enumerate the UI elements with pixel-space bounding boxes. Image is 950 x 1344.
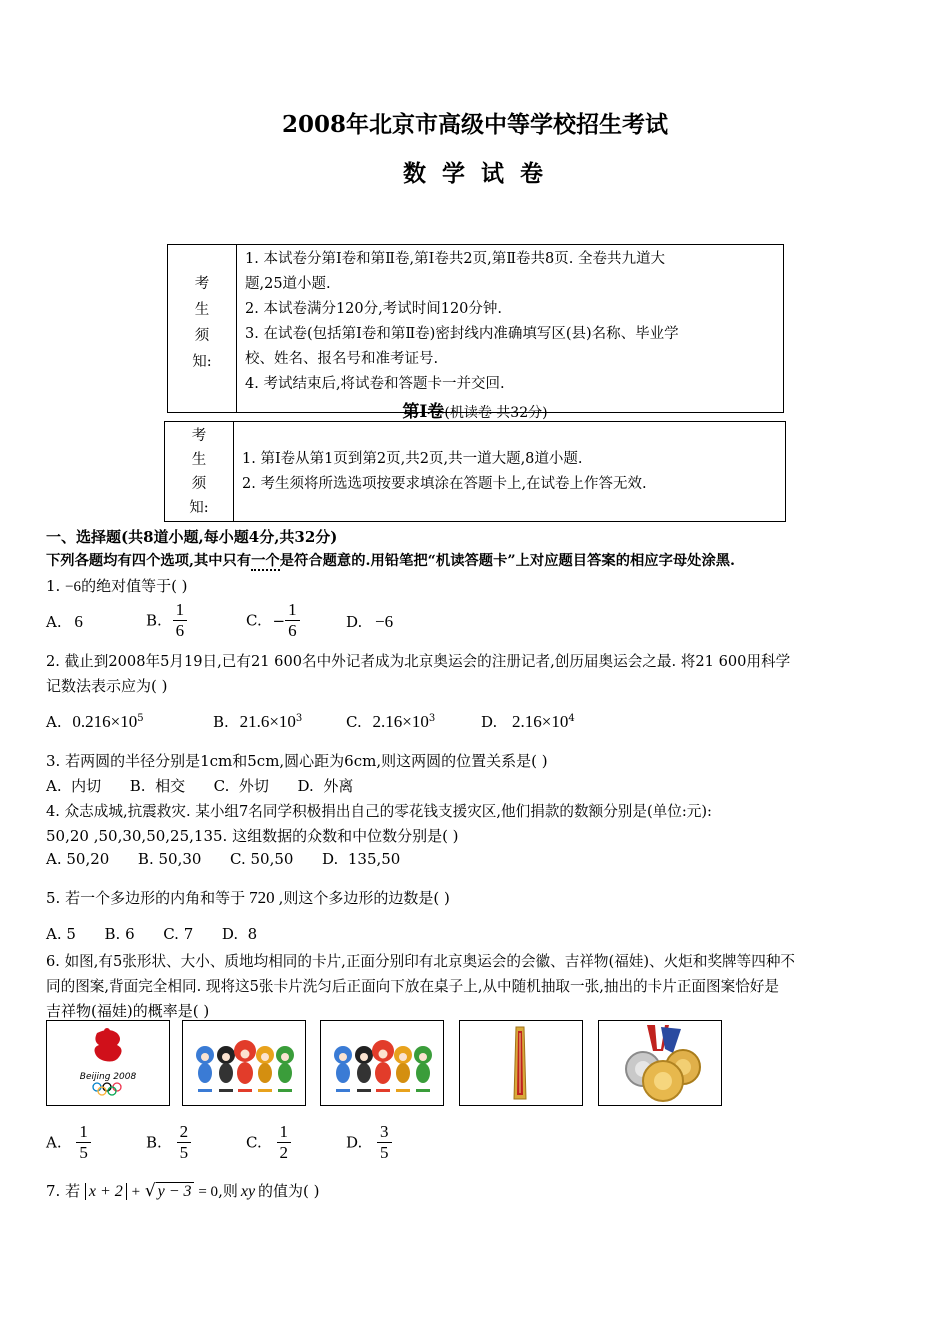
notice-label-char: 生 — [194, 302, 210, 318]
notice-label-2 — [165, 422, 234, 522]
card-emblem — [46, 1020, 170, 1106]
fraction — [177, 1122, 192, 1163]
numerator: 3 — [377, 1122, 392, 1143]
option-label: B. — [146, 1133, 162, 1152]
numerator: 2 — [177, 1122, 192, 1143]
paper-subtitle: 数 学 试 卷 — [402, 160, 548, 187]
question-6-line-2: 同的图案,背面完全相同. 现将这5张卡片洗匀后正面向下放在桌子上,从中随机抽取一张,抽出的卡片正面图案恰好是 — [46, 978, 779, 995]
minus-sign: − — [272, 611, 286, 630]
notice-line: 1. 本试卷分第Ⅰ卷和第Ⅱ卷,第Ⅰ卷共2页,第Ⅱ卷共8页. 全卷共九道大 — [245, 251, 665, 267]
exponent: 4 — [568, 713, 575, 724]
option-label: C. — [346, 713, 362, 731]
q6-option-c — [246, 1122, 291, 1163]
option-label: D. — [481, 713, 498, 731]
volume-title: 第Ⅰ卷 — [402, 402, 445, 422]
instruction-text: 下列各题均有四个选项,其中只有 — [46, 553, 252, 569]
question-4-line-1: 4. 众志成城,抗震救灾. 某小组7名同学积极捐出自己的零花钱支援灾区,他们捐款的数额分别是(单位:元): — [46, 803, 712, 820]
numerator: 1 — [173, 600, 188, 621]
question-5-stem — [46, 887, 450, 908]
q2-option-c — [346, 712, 435, 732]
q6-option-a — [46, 1122, 91, 1163]
q2-option-d — [481, 712, 575, 732]
question-3-stem: 3. 若两圆的半径分别是1cm和5cm,圆心距为6cm,则这两圆的位置关系是( ) — [46, 752, 548, 770]
notice-label-char: 知: — [189, 500, 209, 516]
exponent: 3 — [428, 713, 436, 724]
notice-box-1 — [167, 244, 784, 413]
math-operator: + — [131, 1184, 141, 1200]
volume-heading — [0, 397, 950, 422]
q2-option-a — [46, 712, 144, 732]
card-torch — [459, 1020, 583, 1106]
question-7-stem — [46, 1180, 320, 1201]
q6-option-d — [346, 1122, 392, 1163]
fraction — [285, 600, 300, 641]
question-text: 7. 若 — [46, 1182, 81, 1200]
question-text: 的绝对值等于( ) — [81, 577, 188, 595]
question-3-options: A. 内切 B. 相交 C. 外切 D. 外离 — [46, 777, 354, 795]
fraction — [173, 600, 188, 641]
q1-option-a — [46, 612, 83, 632]
radicand: y − 3 — [157, 1183, 192, 1200]
option-label: B. — [146, 611, 162, 630]
notice-box-2 — [164, 421, 786, 522]
option-value: 21.6×10 — [239, 712, 296, 731]
exponent: 5 — [137, 713, 144, 724]
notice-label-char: 知: — [192, 354, 212, 370]
fuwa-mascots-image — [183, 1021, 305, 1105]
question-text: ,则 — [218, 1182, 238, 1200]
question-number: 1. — [46, 577, 61, 595]
instruction-text: 是符合题意的.用铅笔把“机读答题卡”上对应题目答案的相应字母处涂黑. — [279, 553, 736, 569]
notice-label-char: 须 — [191, 476, 207, 492]
numerator: 1 — [76, 1122, 91, 1143]
option-label: B. — [213, 713, 229, 731]
question-text: ,则这个多边形的边数是( ) — [278, 889, 450, 907]
notice-content-2 — [234, 422, 786, 522]
card-mascots-2 — [320, 1020, 444, 1106]
question-2-line-2: 记数法表示应为( ) — [46, 677, 168, 695]
option-value: 2.16×10 — [512, 712, 569, 731]
numerator: 1 — [277, 1122, 292, 1143]
notice-line: 4. 考试结束后,将试卷和答题卡一并交回. — [245, 376, 505, 392]
olympic-emblem-image — [47, 1021, 169, 1105]
denominator: 5 — [79, 1143, 88, 1162]
card-medals — [598, 1020, 722, 1106]
option-value: −6 — [375, 612, 394, 631]
denominator: 5 — [380, 1143, 389, 1162]
exponent: 3 — [295, 713, 303, 724]
question-text: 5. 若一个多边形的内角和等于 — [46, 889, 246, 907]
card-mascots-1 — [182, 1020, 306, 1106]
option-label: D. — [346, 613, 363, 631]
option-value: 6 — [74, 612, 83, 631]
fraction — [377, 1122, 392, 1163]
notice-line: 2. 考生须将所选选项按要求填涂在答题卡上,在试卷上作答无效. — [242, 475, 647, 492]
exam-title: 2008年北京市高级中等学校招生考试 — [281, 111, 668, 138]
denominator: 5 — [179, 1143, 189, 1162]
section-instruction — [46, 550, 735, 570]
math-expression: 720 — [249, 888, 275, 907]
olympic-torch-image — [460, 1021, 582, 1105]
denominator: 2 — [279, 1143, 288, 1162]
q1-option-c — [246, 600, 300, 641]
emblem-text: Beijing 2008 — [79, 1072, 137, 1082]
question-6-line-1: 6. 如图,有5张形状、大小、质地均相同的卡片,正面分别印有北京奥运会的会徽、吉祥物(福娃)、火炬和奖牌等四种不 — [46, 953, 796, 970]
denominator: 6 — [175, 621, 185, 640]
q6-option-b — [146, 1122, 191, 1163]
notice-label-char: 生 — [191, 452, 207, 468]
q1-option-b — [146, 600, 187, 641]
question-1-stem — [46, 575, 188, 596]
option-label: C. — [246, 611, 262, 630]
notice-label-char: 考 — [194, 276, 210, 292]
option-value: 0.216×10 — [72, 712, 138, 731]
math-expression: −6 — [65, 579, 82, 595]
option-label: A. — [46, 1133, 62, 1152]
q2-option-b — [213, 712, 302, 732]
notice-line: 题,25道小题. — [245, 276, 331, 292]
notice-line: 1. 第Ⅰ卷从第1页到第2页,共2页,共一道大题,8道小题. — [242, 450, 583, 467]
notice-label-char: 须 — [194, 328, 210, 344]
notice-label-1 — [168, 245, 237, 413]
question-4-line-2: 50,20 ,50,30,50,25,135. 这组数据的众数和中位数分别是( ) — [46, 827, 459, 845]
fraction — [277, 1122, 292, 1163]
question-6-line-3: 吉祥物(福娃)的概率是( ) — [46, 1002, 210, 1020]
instruction-emphasis: 一个 — [251, 553, 280, 569]
fuwa-mascots-image — [321, 1021, 443, 1105]
olympic-medals-image — [599, 1021, 721, 1105]
question-text: 的值为( ) — [258, 1182, 320, 1200]
option-label: A. — [46, 613, 62, 631]
q1-option-d — [346, 612, 393, 632]
notice-line: 2. 本试卷满分120分,考试时间120分钟. — [245, 301, 503, 317]
numerator: 1 — [285, 600, 300, 621]
sqrt-expression: √ y − 3 — [144, 1181, 192, 1201]
fraction — [76, 1122, 91, 1163]
notice-line: 3. 在试卷(包括第Ⅰ卷和第Ⅱ卷)密封线内准确填写区(县)名称、毕业学 — [245, 326, 679, 342]
notice-label-char: 考 — [191, 428, 207, 444]
math-expression: xy — [240, 1183, 256, 1200]
question-2-line-1: 2. 截止到2008年5月19日,已有21 600名中外记者成为北京奥运会的注册记者,创历届奥运会之最. 将21 600用科学 — [46, 653, 791, 670]
section-heading: 一、选择题(共8道小题,每小题4分,共32分) — [46, 528, 338, 546]
volume-note: (机读卷 共32分) — [444, 405, 548, 421]
option-label: D. — [346, 1133, 363, 1152]
question-4-options: A. 50,20 B. 50,30 C. 50,50 D. 135,50 — [46, 850, 401, 868]
absolute-value-expression: x + 2 — [85, 1183, 127, 1200]
option-label: C. — [246, 1133, 262, 1152]
math-operator: = 0 — [198, 1184, 219, 1200]
denominator: 6 — [288, 621, 297, 640]
notice-line: 校、姓名、报名号和准考证号. — [245, 351, 439, 367]
question-5-options: A. 5 B. 6 C. 7 D. 8 — [46, 925, 258, 943]
notice-content-1 — [237, 245, 784, 413]
option-value: 2.16×10 — [372, 712, 429, 731]
option-label: A. — [46, 713, 62, 731]
